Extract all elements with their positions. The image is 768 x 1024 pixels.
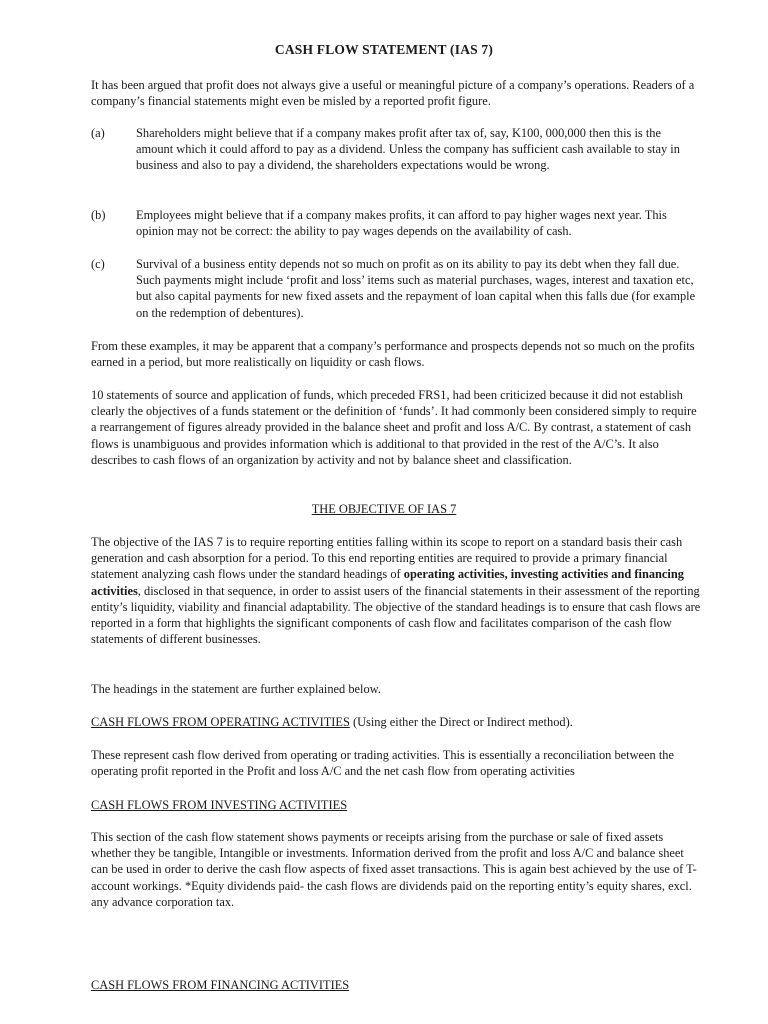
operating-paragraph: These represent cash flow derived from operating or trading activities. This is essentially a reconciliation between the operating profit reported in the Profit and loss A/C and the net cash flow from operating activities (91, 748, 674, 779)
objective-paragraph: The objective of the IAS 7 is to require reporting entities falling within its scope to report on a standard basis their cash generation and cash absorption for a period. To this end reporting entities are required to provide a primary financial statement analyzing cash flows under the standard headings of operating activities, investing activities and financing activities, disclosed in that sequence, in order to assist users of the financial statements in their assessment of the reporting entity’s liquidity, viability and financial adaptability. The objective of the standard headings is to ensure that cash flows are reported in a form that highlights the significant components of cash flow and facilitates comparison of the cash flow statements of different businesses. (91, 535, 701, 647)
operating-method-note: (Using either the Direct or Indirect method). (349, 715, 573, 729)
examples-paragraph: From these examples, it may be apparent that a company’s performance and prospects depends not so much on the profits earned in a period, but more realistically on liquidity or cash flows. (91, 339, 695, 370)
intro-paragraph: It has been argued that profit does not always give a useful or meaningful picture of a company’s operations. Readers of a company’s financial statements might even be misled by a reported profit figure. (91, 78, 695, 109)
list-item-text: Employees might believe that if a company makes profits, it can afford to pay higher wages next year. This opinion may not be correct: the ability to pay wages depends on the availability of cash. (136, 208, 667, 239)
objective-heading: THE OBJECTIVE OF IAS 7 (311, 502, 457, 516)
investing-heading: CASH FLOWS FROM INVESTING ACTIVITIES (91, 798, 348, 812)
list-item-text: Shareholders might believe that if a company makes profit after tax of, say, K100, 000,000 then this is the amount which it could afford to pay as a dividend. Unless the company has sufficient cash available to stay in business and also to pay a dividend, the shareholders expectations would be wrong. (136, 126, 680, 173)
document-title: CASH FLOW STATEMENT (IAS 7) (274, 42, 494, 57)
frs-paragraph: 10 statements of source and application of funds, which preceded FRS1, had been criticized because it did not establish clearly the objectives of a funds statement or the definition of ‘funds’. It had commonly been considered simply to require a rearrangement of figures already provided in the balance sheet and profit and loss A/C. By contrast, a statement of cash flows is unambiguous and provides information which is additional to that provided in the rest of the A/C’s. It also describes to cash flows of an organization by activity and not by balance sheet and classification. (91, 388, 697, 467)
list-item-text: Survival of a business entity depends not so much on profit as on its ability to pay its debt when they fall due. Such payments might include ‘profit and loss’ items such as material purchases, wages, interest and taxation etc, but also capital payments for new fixed assets and the repayment of loan capital when this falls due (for example on the redemption of debentures). (136, 257, 696, 320)
operating-heading: CASH FLOWS FROM OPERATING ACTIVITIES (91, 715, 350, 729)
investing-paragraph: This section of the cash flow statement shows payments or receipts arising from the purchase or sale of fixed assets whether they be tangible, Intangible or investments. Information derived from the profit and loss A/C and balance sheet can be used in order to derive the cash flow aspects of fixed asset transactions. This is again best achieved by the use of T-account workings. *Equity dividends paid- the cash flows are dividends paid on the reporting entity’s equity shares, excl. any advance corporation tax. (91, 830, 697, 909)
list-marker: (c) (91, 257, 105, 271)
headings-note: The headings in the statement are further explained below. (91, 682, 381, 696)
financing-heading: CASH FLOWS FROM FINANCING ACTIVITIES (91, 978, 350, 992)
list-marker: (b) (91, 208, 106, 222)
standard-headings-bold: operating activities, investing activities and financing activities (91, 567, 684, 598)
operating-heading-line (91, 714, 701, 730)
list-marker: (a) (91, 126, 105, 140)
financing-heading-line (91, 977, 701, 993)
investing-heading-line (91, 797, 701, 813)
